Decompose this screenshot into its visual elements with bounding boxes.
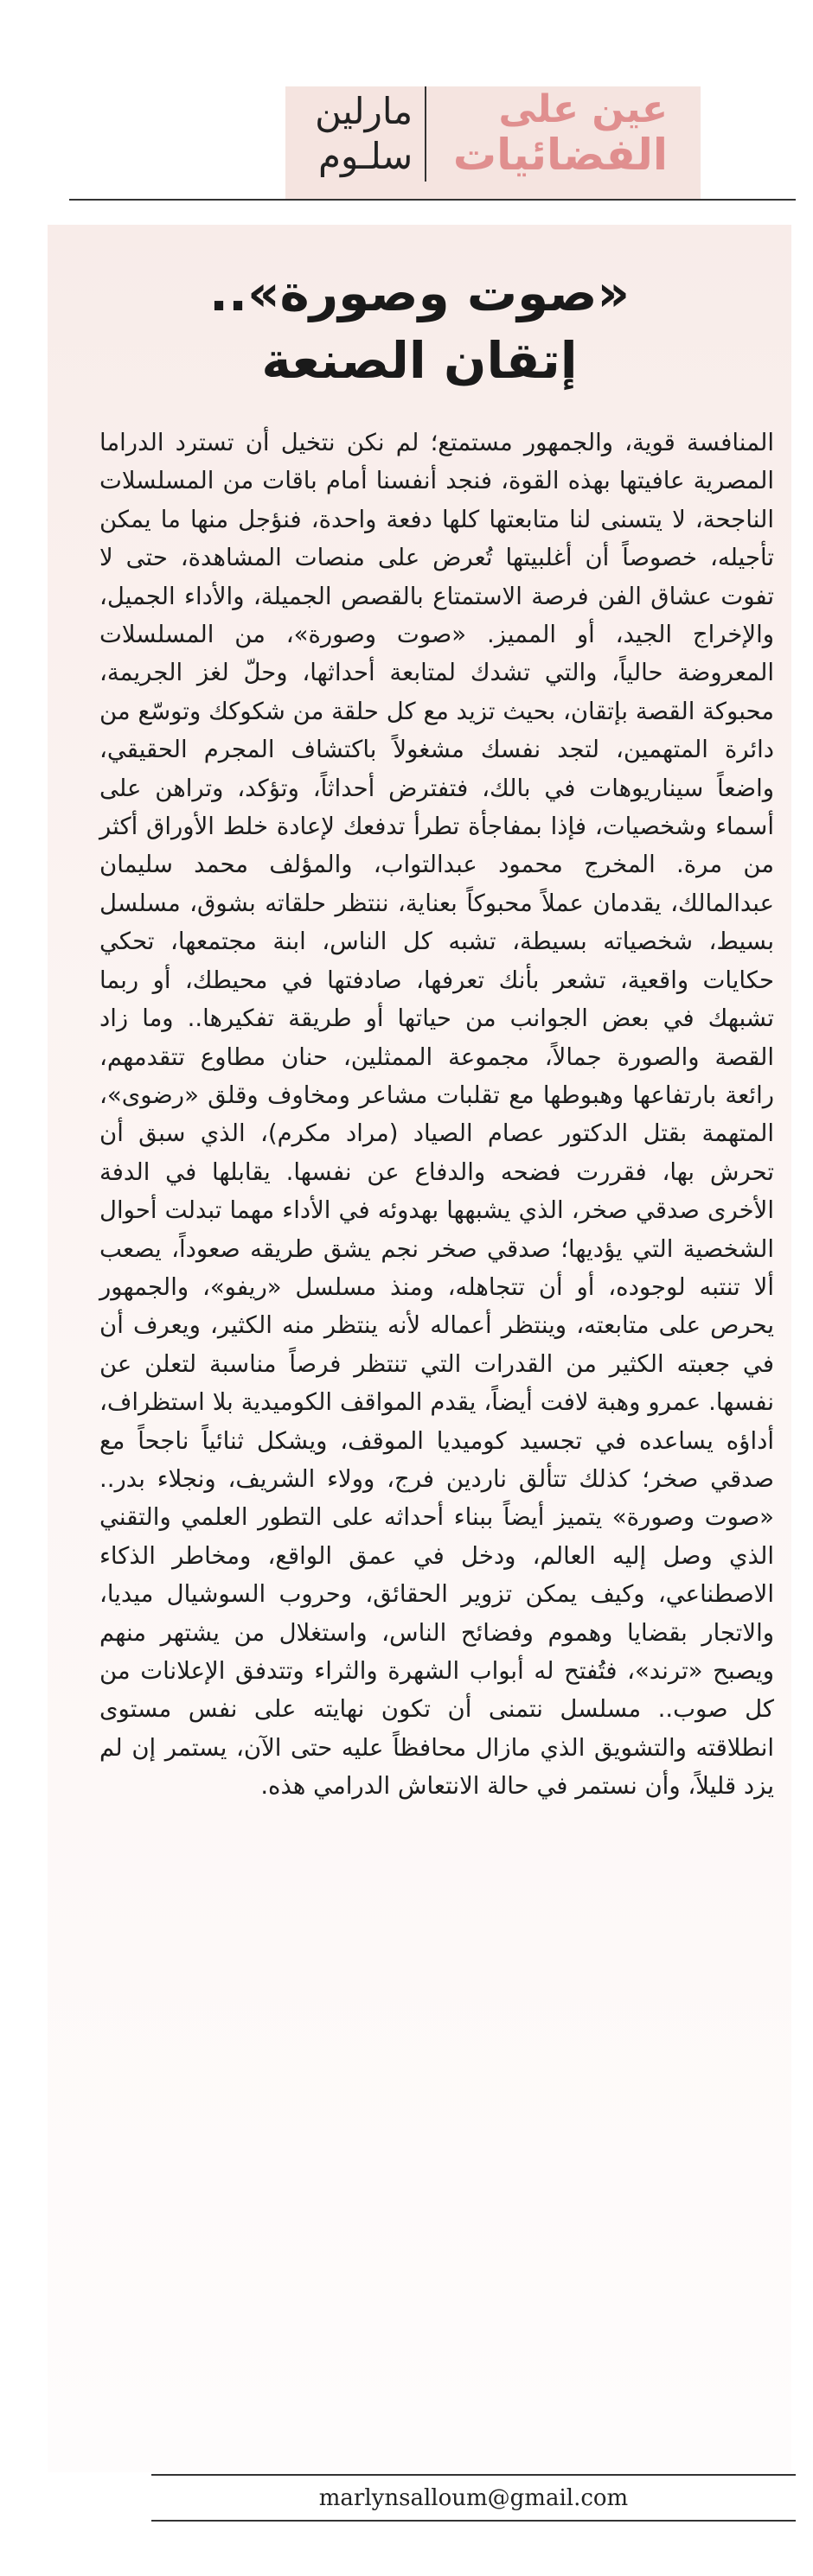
author-first-name: مارلين bbox=[315, 90, 413, 132]
column-brand bbox=[439, 89, 683, 179]
article-body: المنافسة قوية، والجمهور مستمتع؛ لم نكن نتخيل أن تسترد الدراما المصرية عافيتها بهذه القوة، فنجد أنفسنا أمام باقات من المسلسلات الناجحة، لا يتسنى لنا متابعتها كلها دفعة واحدة، فنؤجل منها ما يمكن تأجيله، خصوصاً أن أغلبيتها تُعرض على منصات المشاهدة، حتى لا تفوت عشاق الفن فرصة الاستمتاع بالقصص الجميلة، والأداء الجميل، والإخراج الجيد، أو المميز. «صوت وصورة»، من المسلسلات المعروضة حالياً، والتي تشدك لمتابعة أحداثها، وحلّ لغز الجريمة، محبوكة القصة بإتقان، بحيث تزيد مع كل حلقة من شكوكك وتوسّع من دائرة المتهمين، لتجد نفسك مشغولاً باكتشاف المجرم الحقيقي، واضعاً سيناريوهات في بالك، فتفترض أحداثاً، وتؤكد، وتراهن على أسماء وشخصيات، فإذا بمفاجأة تطرأ تدفعك لإعادة خلط الأوراق أكثر من مرة. المخرج محمود عبدالتواب، والمؤلف محمد سليمان عبدالمالك، يقدمان عملاً محبوكاً بعناية، ننتظر حلقاته بشوق، مسلسل بسيط، شخصياته بسيطة، تشبه كل الناس، ابنة مجتمعها، تحكي حكايات واقعية، تشعر بأنك تعرفها، صادفتها في محيطك، أو ربما تشبهك في بعض الجوانب من حياتها أو طريقة تفكيرها.. وما زاد القصة والصورة جمالاً، مجموعة الممثلين، حنان مطاوع تتقدمهم، رائعة بارتفاعها وهبوطها مع تقلبات مشاعر ومخاوف وقلق «رضوى»، المتهمة بقتل الدكتور عصام الصياد (مراد مكرم)، الذي سبق أن تحرش بها، فقررت فضحه والدفاع عن نفسها. يقابلها في الدفة الأخرى صدقي صخر، الذي يشبهها بهدوئه في الأداء مهما تبدلت أحوال الشخصية التي يؤديها؛ صدقي صخر نجم يشق طريقه صعوداً، يصعب ألا تنتبه لوجوده، أو أن تتجاهله، ومنذ مسلسل «ريفو»، والجمهور يحرص على متابعته، وينتظر أعماله لأنه ينتظر منه الكثير، ويعرف أن في جعبته الكثير من القدرات التي تنتظر فرصاً مناسبة لتعلن عن نفسها. عمرو وهبة لافت أيضاً، يقدم المواقف الكوميدية بلا استظراف، أداؤه يساعده في تجسيد كوميديا الموقف، ويشكل ثنائياً ناجحاً مع صدقي صخر؛ كذلك تتألق ناردين فرج، وولاء الشريف، ونجلاء بدر.. «صوت وصورة» يتميز أيضاً ببناء أحداثه على التطور العلمي والتقني الذي وصل إليه العالم، ودخل في عمق الواقع، ومخاطر الذكاء الاصطناعي، وكيف يمكن تزوير الحقائق، وحروب السوشيال ميديا، والاتجار بقضايا وهموم وفضائح الناس، واستغلال من يشتهر منهم ويصبح «ترند»، فتُفتح له أبواب الشهرة والثراء وتتدفق الإعلانات من كل صوب.. مسلسل نتمنى أن تكون نهايته على نفس مستوى انطلاقته والتشويق الذي مازال محافظاً عليه حتى الآن، يستمر إن لم يزد قليلاً، وأن نستمر في حالة الانتعاش الدرامي هذه. bbox=[99, 429, 774, 1801]
author-last-name: سلـوم bbox=[318, 135, 413, 177]
footer-rule-top bbox=[151, 2474, 796, 2476]
column-header bbox=[285, 69, 683, 199]
footer-rule-bottom bbox=[151, 2520, 796, 2522]
article-box bbox=[48, 225, 791, 2472]
headline-line-1: «صوت وصورة».. bbox=[209, 264, 630, 322]
header-divider bbox=[425, 86, 426, 182]
brand-line-2: الفضائيات bbox=[452, 130, 668, 180]
brand-line-1: عين على bbox=[498, 87, 668, 131]
header-rule bbox=[69, 199, 796, 201]
author-name bbox=[285, 89, 413, 179]
article-headline bbox=[48, 259, 791, 394]
headline-line-2: إتقان الصنعة bbox=[261, 331, 578, 390]
author-email: marlynsalloum@gmail.com bbox=[318, 2485, 629, 2511]
